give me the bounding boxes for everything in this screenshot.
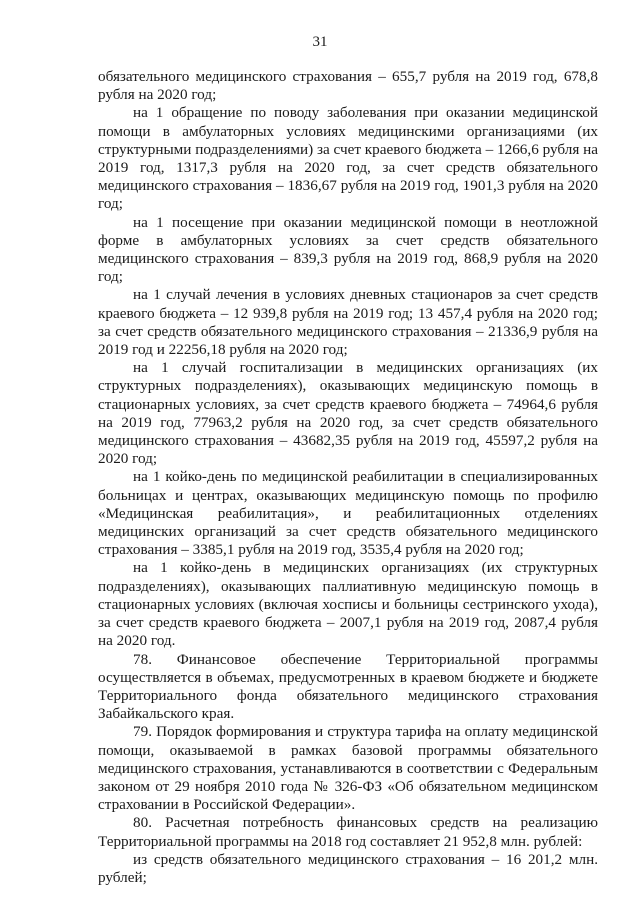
document-body [98,68,598,887]
paragraph-continuation: обязательного медицинского страхования – 655,7 рубля на 2019 год, 678,8 рубля на 2020 год; [98,68,598,104]
paragraph-item-80: 80. Расчетная потребность финансовых средств на реализацию Территориальной программы на 2018 год составляет 21 952,8 млн. рублей: [98,814,598,850]
paragraph-item-79: 79. Порядок формирования и структура тарифа на оплату медицинской помощи, оказываемой в рамках базовой программы обязательного медицинского страхования, устанавливаются в соответствии с Федеральным законом от 29 ноября 2010 года № 326-ФЗ «Об обязательном медицинском страховании в Российской Федерации». [98,723,598,814]
paragraph-outpatient-visit-cost: на 1 обращение по поводу заболевания при оказании медицинской помощи в амбулаторных условиях медицинскими организациями (их структурными подразделениями) за счет краевого бюджета – 1266,6 рубля на 2019 год, 1317,3 рубля на 2020 год, за счет средств обязательного медицинского страхования – 1836,67 рубля на 2019 год, 1901,3 рубля на 2020 год; [98,104,598,213]
page-number: 31 [312,34,328,50]
paragraph-oms-funds: из средств обязательного медицинского страхования – 16 201,2 млн. рублей; [98,850,598,886]
paragraph-item-78: 78. Финансовое обеспечение Территориальной программы осуществляется в объемах, предусмотренных в краевом бюджете и бюджете Территориального фонда обязательного медицинского страхования Забайкальского края. [98,650,598,723]
paragraph-day-hospital-cost: на 1 случай лечения в условиях дневных стационаров за счет средств краевого бюджета – 12 939,8 рубля на 2019 год; 13 457,4 рубля на 2020 год; за счет средств обязательного медицинского страхования – 21336,9 рубля на 2019 год и 22256,18 рубля на 2020 год; [98,286,598,359]
paragraph-rehabilitation-cost: на 1 койко-день по медицинской реабилитации в специализированных больницах и центрах, оказывающих медицинскую помощь по профилю «Медицинская реабилитация», и реабилитационных отделениях медицинских организаций за счет средств обязательного медицинского страхования – 3385,1 рубля на 2019 год, 3535,4 рубля на 2020 год; [98,468,598,559]
paragraph-palliative-care-cost: на 1 койко-день в медицинских организациях (их структурных подразделениях), оказывающих паллиативную медицинскую помощь в стационарных условиях (включая хосписы и больницы сестринского ухода), за счет средств краевого бюджета – 2007,1 рубля на 2019 год, 2087,4 рубля на 2020 год. [98,559,598,650]
paragraph-hospitalization-cost: на 1 случай госпитализации в медицинских организациях (их структурных подразделениях), оказывающих медицинскую помощь в стационарных условиях, за счет средств краевого бюджета – 74964,6 рубля на 2019 год, 77963,2 рубля на 2020 год, за счет средств обязательного медицинского страхования – 43682,35 рубля на 2019 год, 45597,2 рубля на 2020 год; [98,359,598,468]
paragraph-urgent-care-cost: на 1 посещение при оказании медицинской помощи в неотложной форме в амбулаторных условиях за счет средств обязательного медицинского страхования – 839,3 рубля на 2019 год, 868,9 рубля на 2020 год; [98,213,598,286]
